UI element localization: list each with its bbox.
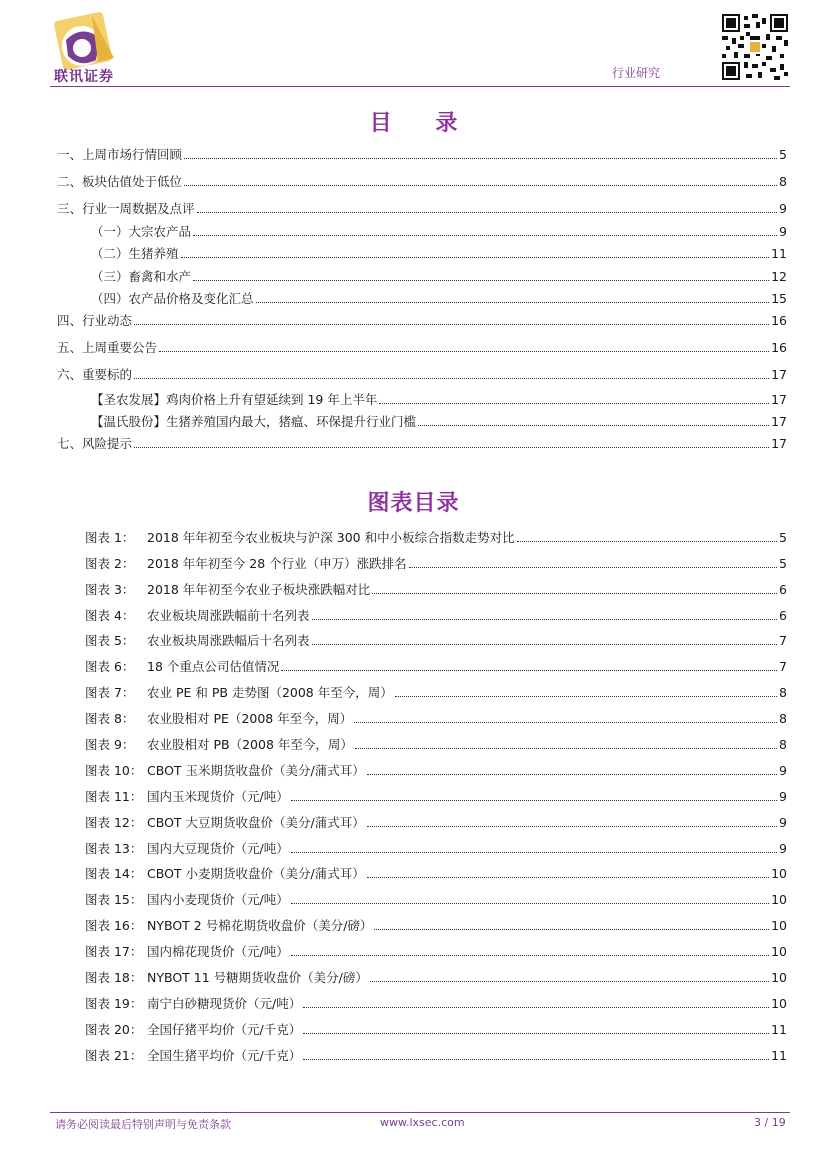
toc-entry-page: 9 <box>779 223 787 239</box>
toc-entry-label: 【温氏股份】生猪养殖国内最大，猪瘟、环保提升行业门槛 <box>91 414 417 430</box>
figure-entry-page: 9 <box>779 840 787 856</box>
figure-entry-number: 图表 19： <box>85 995 143 1011</box>
figure-entry-number: 图表 3： <box>85 581 135 597</box>
figure-entry-page: 10 <box>771 892 787 908</box>
dot-leader <box>395 696 777 697</box>
figure-entry[interactable] <box>85 730 787 756</box>
figure-entry-number: 图表 15： <box>85 892 143 908</box>
figure-entry[interactable] <box>85 808 787 834</box>
dot-leader <box>303 1033 769 1034</box>
dot-leader <box>134 324 769 325</box>
toc-entry-page: 9 <box>779 201 787 217</box>
toc-entry[interactable] <box>57 144 787 166</box>
figure-entry-page: 10 <box>771 995 787 1011</box>
figure-entry-page: 7 <box>779 659 787 675</box>
figure-entry-page: 7 <box>779 633 787 649</box>
toc-entry[interactable] <box>57 364 787 386</box>
figure-entry-page: 9 <box>779 788 787 804</box>
dot-leader <box>134 378 769 379</box>
figure-entry[interactable] <box>85 860 787 886</box>
toc-entry-page: 17 <box>771 436 787 452</box>
figure-entry-number: 图表 10： <box>85 762 143 778</box>
disclaimer-link[interactable]: 请务必阅读最后特别声明与免责条款 <box>55 1118 231 1131</box>
dot-leader <box>291 955 769 956</box>
figure-entry-label: 2018 年年初至今 28 个行业（申万）涨跌排名 <box>147 555 407 571</box>
toc-entry-page: 16 <box>771 313 787 329</box>
figure-entry[interactable] <box>85 652 787 678</box>
figure-entry-number: 图表 17： <box>85 944 143 960</box>
figure-entry-page: 9 <box>779 762 787 778</box>
toc-entry[interactable] <box>57 243 787 265</box>
figure-entry-page: 5 <box>779 555 787 571</box>
figure-entry-number: 图表 13： <box>85 840 143 856</box>
toc-entry-page: 16 <box>771 340 787 356</box>
figure-entry[interactable] <box>85 756 787 782</box>
dot-leader <box>367 774 777 775</box>
toc-entry-label: 一、上周市场行情回顾 <box>57 147 183 163</box>
document-type-label: 行业研究 <box>612 66 661 80</box>
figure-entry-number: 图表 2： <box>85 555 135 571</box>
figure-entry[interactable] <box>85 1015 787 1041</box>
header-divider <box>50 86 790 87</box>
figure-entry-number: 图表 20： <box>85 1021 143 1037</box>
figure-entry[interactable] <box>85 627 787 653</box>
figure-entry-label: 农业板块周涨跌幅前十名列表 <box>147 607 310 623</box>
page-indicator: 3 / 19 <box>754 1116 786 1129</box>
footer-divider <box>50 1112 790 1113</box>
toc-entry-page: 17 <box>771 391 787 407</box>
figure-entry-label: 国内玉米现货价（元/吨） <box>147 788 289 804</box>
figure-list <box>85 523 787 1067</box>
dot-leader <box>367 877 769 878</box>
figure-entry[interactable] <box>85 704 787 730</box>
toc-entry[interactable] <box>57 388 787 410</box>
figure-entry-number: 图表 11： <box>85 788 143 804</box>
toc-entry[interactable] <box>57 433 787 455</box>
figure-entry[interactable] <box>85 989 787 1015</box>
figure-entry-number: 图表 14： <box>85 866 143 882</box>
toc-entry-page: 17 <box>771 367 787 383</box>
figure-entry[interactable] <box>85 782 787 808</box>
dot-leader <box>193 235 777 236</box>
dot-leader <box>291 852 777 853</box>
figure-entry-number: 图表 21： <box>85 1047 143 1063</box>
figure-entry[interactable] <box>85 911 787 937</box>
dot-leader <box>184 185 777 186</box>
figure-entry-label: 全国生猪平均价（元/千克） <box>147 1047 302 1063</box>
figure-entry-page: 8 <box>779 711 787 727</box>
company-name: 联讯证券 <box>54 69 114 85</box>
dot-leader <box>303 1059 769 1060</box>
dot-leader <box>181 257 770 258</box>
figure-entry-label: 南宁白砂糖现货价（元/吨） <box>147 995 302 1011</box>
dot-leader <box>134 447 769 448</box>
toc-entry-label: 四、行业动态 <box>57 313 133 329</box>
figure-entry-page: 11 <box>771 1047 787 1063</box>
figure-entry-page: 6 <box>779 607 787 623</box>
toc-entry-label: 三、行业一周数据及点评 <box>57 201 195 217</box>
dot-leader <box>159 351 769 352</box>
figure-entry-label: 18 个重点公司估值情况 <box>147 659 280 675</box>
dot-leader <box>517 541 777 542</box>
figure-entry-number: 图表 9： <box>85 737 135 753</box>
figure-entry-page: 10 <box>771 918 787 934</box>
dot-leader <box>374 929 769 930</box>
figure-list-title: 图表目录 <box>367 491 460 516</box>
dot-leader <box>312 644 778 645</box>
dot-leader <box>312 619 778 620</box>
dot-leader <box>193 280 769 281</box>
figure-entry-number: 图表 18： <box>85 970 143 986</box>
figure-entry-number: 图表 7： <box>85 685 135 701</box>
toc-entry[interactable] <box>57 198 787 220</box>
figure-entry[interactable] <box>85 678 787 704</box>
website-link[interactable]: www.lxsec.com <box>380 1116 465 1129</box>
figure-entry-page: 9 <box>779 814 787 830</box>
toc-entry[interactable] <box>57 411 787 433</box>
toc-entry-page: 8 <box>779 174 787 190</box>
figure-entry-label: CBOT 小麦期货收盘价（美分/蒲式耳） <box>147 866 365 882</box>
dot-leader <box>355 748 777 749</box>
toc-entry[interactable] <box>57 220 787 242</box>
figure-entry-label: 农业 PE 和 PB 走势图（2008 年至今，周） <box>147 685 393 701</box>
figure-entry-number: 图表 1： <box>85 529 135 545</box>
figure-entry-label: 国内大豆现货价（元/吨） <box>147 840 289 856</box>
figure-entry-page: 8 <box>779 685 787 701</box>
dot-leader <box>256 302 770 303</box>
toc-entry-page: 15 <box>771 290 787 306</box>
figure-entry-label: NYBOT 11 号糖期货收盘价（美分/磅） <box>147 970 368 986</box>
toc-list <box>57 144 787 455</box>
toc-entry[interactable] <box>57 310 787 332</box>
toc-entry-page: 5 <box>779 147 787 163</box>
dot-leader <box>372 593 777 594</box>
figure-entry-label: 2018 年年初至今农业板块与沪深 300 和中小板综合指数走势对比 <box>147 529 515 545</box>
toc-entry-label: 二、板块估值处于低位 <box>57 174 183 190</box>
figure-entry-label: 农业股相对 PB（2008 年至今，周） <box>147 737 353 753</box>
figure-entry[interactable] <box>85 963 787 989</box>
figure-entry-number: 图表 6： <box>85 659 135 675</box>
figure-entry[interactable] <box>85 937 787 963</box>
toc-entry-label: （二）生猪养殖 <box>91 246 179 262</box>
figure-entry-label: 2018 年年初至今农业子板块涨跌幅对比 <box>147 581 371 597</box>
figure-entry-number: 图表 5： <box>85 633 135 649</box>
toc-entry-label: （三）畜禽和水产 <box>91 268 192 284</box>
dot-leader <box>367 826 777 827</box>
dot-leader <box>281 670 777 671</box>
dot-leader <box>291 903 769 904</box>
dot-leader <box>409 567 777 568</box>
toc-entry[interactable] <box>57 171 787 193</box>
toc-entry[interactable] <box>57 337 787 359</box>
dot-leader <box>197 212 778 213</box>
toc-entry-label: 【圣农发展】鸡肉价格上升有望延续到 19 年上半年 <box>91 391 378 407</box>
figure-entry-number: 图表 4： <box>85 607 135 623</box>
figure-entry-number: 图表 16： <box>85 918 143 934</box>
figure-entry[interactable] <box>85 834 787 860</box>
figure-entry-page: 10 <box>771 866 787 882</box>
toc-entry-label: （一）大宗农产品 <box>91 223 192 239</box>
figure-entry-page: 10 <box>771 970 787 986</box>
figure-entry-label: CBOT 玉米期货收盘价（美分/蒲式耳） <box>147 762 365 778</box>
figure-entry-page: 10 <box>771 944 787 960</box>
toc-entry-page: 17 <box>771 414 787 430</box>
toc-entry-label: （四）农产品价格及变化汇总 <box>91 290 254 306</box>
figure-entry-label: NYBOT 2 号棉花期货收盘价（美分/磅） <box>147 918 373 934</box>
figure-entry-page: 11 <box>771 1021 787 1037</box>
figure-entry-label: 农业板块周涨跌幅后十名列表 <box>147 633 310 649</box>
figure-entry[interactable] <box>85 885 787 911</box>
figure-entry-page: 6 <box>779 581 787 597</box>
dot-leader <box>184 158 777 159</box>
toc-entry-label: 五、上周重要公告 <box>57 340 158 356</box>
figure-entry[interactable] <box>85 549 787 575</box>
figure-entry[interactable] <box>85 523 787 549</box>
figure-entry-label: 全国仔猪平均价（元/千克） <box>147 1021 302 1037</box>
toc-title: 目 录 <box>369 111 476 136</box>
dot-leader <box>303 1007 769 1008</box>
toc-entry[interactable] <box>57 265 787 287</box>
figure-entry-number: 图表 8： <box>85 711 135 727</box>
figure-entry[interactable] <box>85 601 787 627</box>
qr-code-icon <box>722 14 788 80</box>
dot-leader <box>370 981 769 982</box>
figure-entry-label: 国内小麦现货价（元/吨） <box>147 892 289 908</box>
figure-entry[interactable] <box>85 575 787 601</box>
figure-entry-label: 农业股相对 PE（2008 年至今，周） <box>147 711 353 727</box>
toc-entry[interactable] <box>57 288 787 310</box>
figure-entry[interactable] <box>85 1041 787 1067</box>
figure-entry-label: 国内棉花现货价（元/吨） <box>147 944 289 960</box>
figure-entry-page: 8 <box>779 737 787 753</box>
figure-entry-label: CBOT 大豆期货收盘价（美分/蒲式耳） <box>147 814 365 830</box>
dot-leader <box>418 425 769 426</box>
dot-leader <box>379 403 769 404</box>
toc-entry-label: 六、重要标的 <box>57 367 133 383</box>
figure-entry-page: 5 <box>779 529 787 545</box>
dot-leader <box>291 800 777 801</box>
toc-entry-page: 11 <box>771 246 787 262</box>
figure-entry-number: 图表 12： <box>85 814 143 830</box>
dot-leader <box>354 722 777 723</box>
toc-entry-page: 12 <box>771 268 787 284</box>
toc-entry-label: 七、风险提示 <box>57 436 133 452</box>
